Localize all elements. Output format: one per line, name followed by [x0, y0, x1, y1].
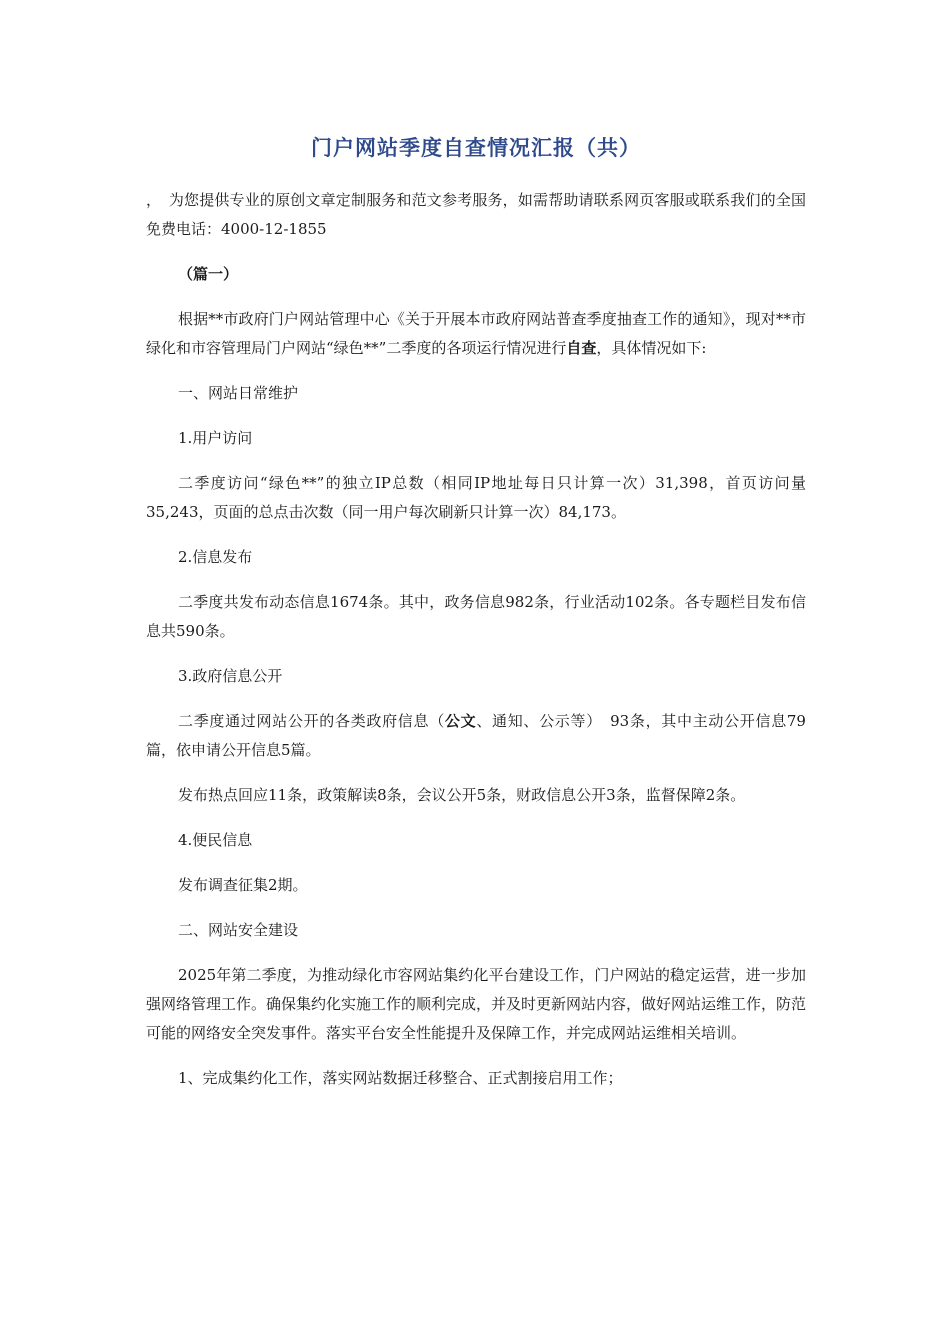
paragraph-basis-bold: 自查: [566, 339, 597, 357]
paragraph-basis: [146, 305, 806, 363]
part-label: （篇一）: [178, 265, 239, 283]
document-page: [146, 130, 806, 1109]
subsection-text-1-3-a: 二季度通过网站公开的各类政府信息（: [178, 712, 445, 730]
subsection-text-1-3-b: 、通知、公示等） 93条，其中主动公开信息79篇，依申请公开信息5篇。: [146, 712, 806, 759]
subsection-text-1-2: 二季度共发布动态信息1674条。其中，政务信息982条，行业活动102条。各专题栏目发布信息共590条。: [146, 593, 806, 640]
subsection-text-1-3-second: 发布热点回应11条，政策解读8条，会议公开5条，财政信息公开3条，监督保障2条。: [178, 786, 746, 804]
section-text-2: 2025年第二季度，为推动绿化市容网站集约化平台建设工作，门户网站的稳定运营，进一步加强网络管理工作。确保集约化实施工作的顺利完成，并及时更新网站内容，做好网站运维工作，防范可能的网络安全突发事件。落实平台安全性能提升及保障工作，并完成网站运维相关培训。: [146, 966, 807, 1042]
document-title: 门户网站季度自查情况汇报（共）: [311, 136, 641, 160]
subsection-text-1-3-bold: 公文: [444, 712, 477, 730]
subsection-text-1-4: 发布调查征集2期。: [178, 876, 308, 894]
paragraph-basis-text-b: ，具体情况如下:: [596, 339, 707, 357]
subsection-heading-1-3: 3.政府信息公开: [178, 667, 283, 685]
subsection-text-1-1: 二季度访问“绿色**”的独立IP总数（相同IP地址每日只计算一次）31,398，首页访问量35,243，页面的总点击次数（同一用户每次刷新只计算一次）84,173。: [146, 474, 806, 521]
subsection-heading-1-4: 4.便民信息: [178, 831, 253, 849]
subsection-heading-1-1: 1.用户访问: [178, 429, 253, 447]
section-2-item-1: 1、完成集约化工作，落实网站数据迁移整合、正式割接启用工作；: [178, 1069, 623, 1087]
subsection-text-1-3: [146, 707, 806, 765]
subsection-heading-1-2: 2.信息发布: [178, 548, 253, 566]
intro-paragraph: [146, 186, 806, 244]
intro-text: ， 为您提供专业的原创文章定制服务和范文参考服务，如需帮助请联系网页客服或联系我们的全国免费电话：4000-12-1855: [146, 191, 806, 238]
paragraph-basis-text-a: 根据**市政府门户网站管理中心《关于开展本市政府网站普查季度抽查工作的通知》，现对**市绿化和市容管理局门户网站“绿色**”二季度的各项运行情况进行: [146, 310, 806, 357]
section-heading-1: 一、网站日常维护: [178, 384, 299, 402]
section-heading-2: 二、网站安全建设: [178, 921, 299, 939]
